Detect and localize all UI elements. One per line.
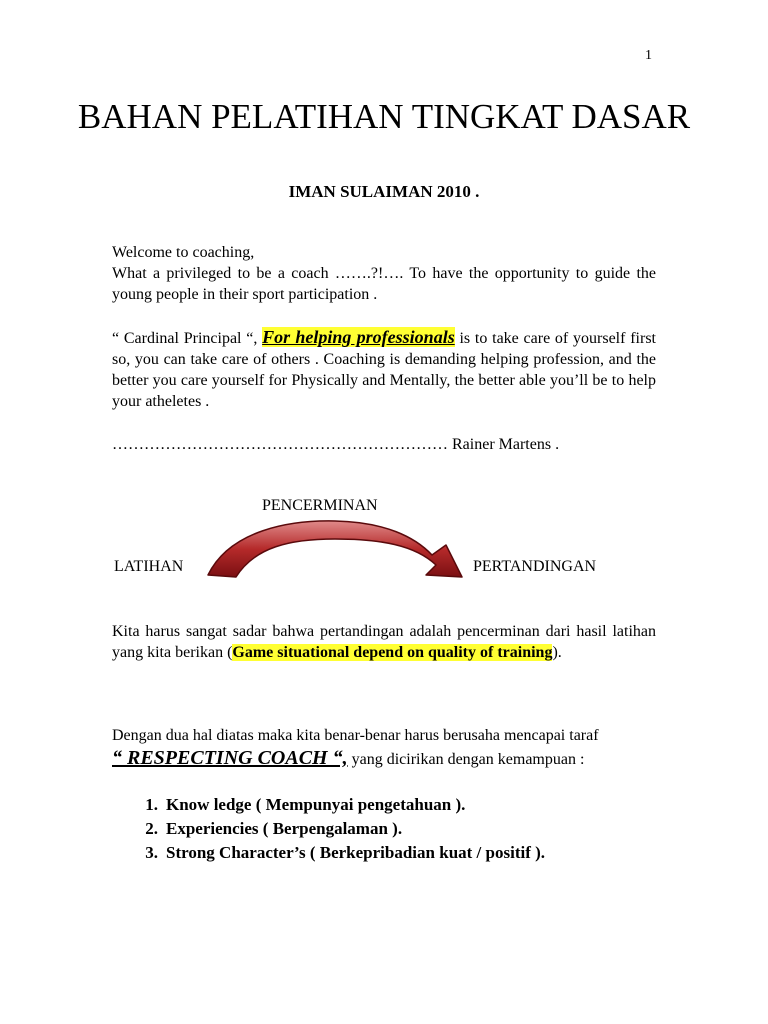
paragraph-2-lead: Kita harus sangat sadar bahwa pertandingan adalah pencerminan dari hasil latihan yang kita berikan ( [112, 623, 656, 661]
diagram-left-label: LATIHAN [114, 558, 184, 575]
quote-lead: “ Cardinal Principal “, [112, 330, 263, 347]
curved-arrow [200, 515, 470, 585]
paragraph-2-end: ). [552, 644, 562, 661]
respecting-coach-emphasis: “ RESPECTING COACH “, [112, 747, 348, 769]
list-number: 3. [145, 843, 158, 862]
paragraph-3 [112, 725, 656, 770]
paragraph-3-line-1: Dengan dua hal diatas maka kita benar-benar harus berusaha mencapai taraf [112, 727, 599, 744]
ability-list [114, 793, 545, 865]
diagram-right-label: PERTANDINGAN [473, 558, 597, 575]
list-text: Strong Character’s ( Berkepribadian kuat / positif ). [166, 843, 546, 862]
quote-highlight: For helping professionals [262, 327, 455, 347]
list-number: 1. [145, 795, 158, 814]
quote-body: is to take care of yourself first so, you can take care of others . Coaching is demanding helping profession, and the better you care yourself for Physically and Mentally, the better able you’ll be to help your atheletes . [112, 330, 656, 410]
intro-line-1: Welcome to coaching, [112, 244, 255, 261]
paragraph-3-end: yang dicirikan dengan kemampuan : [347, 751, 585, 768]
list-item [114, 841, 545, 865]
list-item [114, 793, 545, 817]
document-subtitle: IMAN SULAIMAN 2010 . [288, 182, 480, 201]
quote-paragraph [112, 327, 656, 412]
list-item [114, 817, 545, 841]
diagram-top-label: PENCERMINAN [262, 497, 378, 514]
paragraph-2 [112, 621, 656, 663]
document-title: BAHAN PELATIHAN TINGKAT DASAR [77, 97, 691, 136]
intro-paragraph [112, 242, 656, 305]
intro-line-2: What a privileged to be a coach …….?!…. To have the opportunity to guide the young people in their sport participation . [112, 265, 656, 303]
list-text: Know ledge ( Mempunyai pengetahuan ). [166, 795, 466, 814]
attribution: ……………………………………………………… Rainer Martens . [112, 436, 560, 453]
page-number: 1 [645, 48, 652, 63]
list-number: 2. [145, 819, 158, 838]
list-text: Experiencies ( Berpengalaman ). [166, 819, 403, 838]
paragraph-2-highlight: Game situational depend on quality of training [232, 644, 553, 661]
